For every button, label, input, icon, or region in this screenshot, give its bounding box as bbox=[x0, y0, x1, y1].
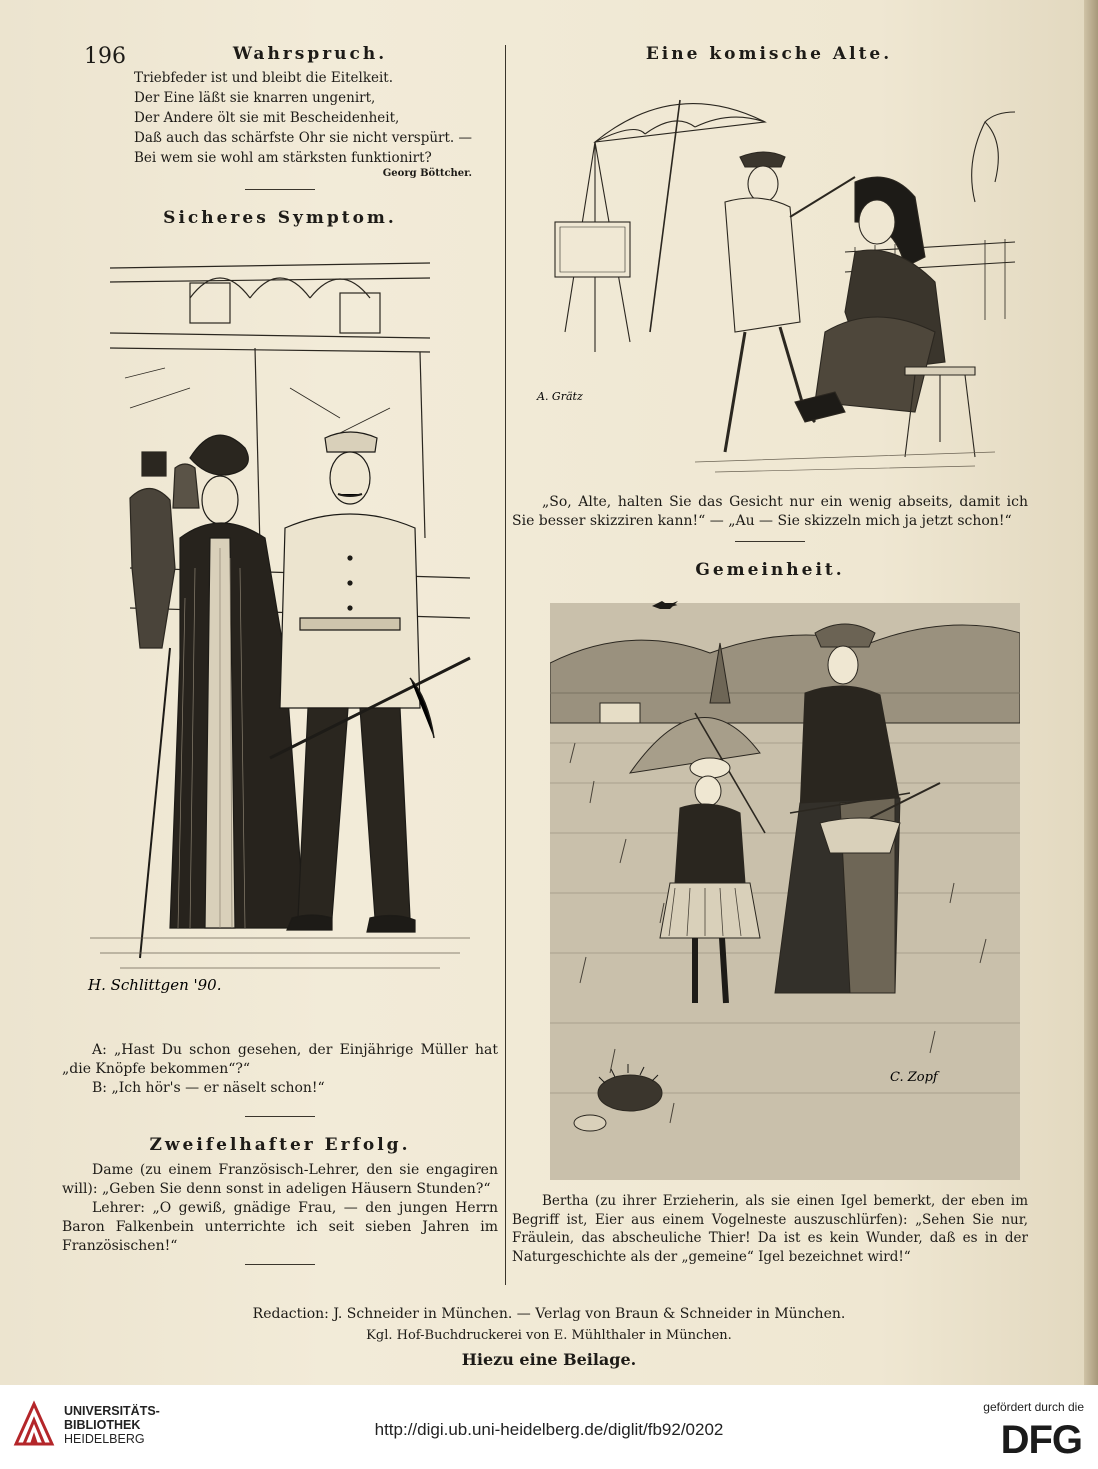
caption-a: A: „Hast Du schon gesehen, der Einjährige Müller hat „die Knöpfe bekommen“?“ bbox=[62, 1042, 498, 1077]
alte-caption: „So, Alte, halten Sie das Gesicht nur ein wenig abseits, damit ich Sie besser skizziren kann!“ — „Au — Sie skizzeln mich ja jetzt schon!“ bbox=[512, 494, 1028, 529]
illustration-painter-and-old-woman bbox=[515, 82, 1025, 482]
library-name-line: BIBLIOTHEK bbox=[64, 1418, 141, 1432]
poem-line: Daß auch das schärfste Ohr sie nicht verspürt. — bbox=[134, 130, 473, 146]
signature-zopf: C. Zopf bbox=[890, 1070, 938, 1085]
illustration-governess-girl-hedgehog bbox=[550, 603, 1020, 1180]
separator bbox=[735, 541, 805, 542]
signature-schlittgen: H. Schlittgen '90. bbox=[88, 976, 222, 994]
bird-icon bbox=[650, 598, 680, 612]
funding-note: gefördert durch die bbox=[983, 1400, 1084, 1414]
footer-printer: Kgl. Hof-Buchdruckerei von E. Mühlthaler in München. bbox=[366, 1328, 732, 1343]
poem-line: Bei wem sie wohl am stärksten funktionirt? bbox=[134, 150, 432, 166]
left-column bbox=[60, 40, 500, 228]
alte-title: Eine komische Alte. bbox=[645, 44, 893, 64]
poem-line: Der Eine läßt sie knarren ungenirt, bbox=[134, 90, 376, 106]
caption-b: B: „Ich hör's — er näselt schon!“ bbox=[92, 1080, 325, 1096]
library-name-line: UNIVERSITÄTS- bbox=[64, 1404, 160, 1418]
wahrspruch-poem bbox=[60, 68, 500, 168]
symptom-title: Sicheres Symptom. bbox=[163, 208, 397, 228]
separator bbox=[245, 1116, 315, 1117]
footer-redaction: Redaction: J. Schneider in München. — Verlag von Braun & Schneider in München. bbox=[252, 1306, 846, 1322]
symptom-caption bbox=[62, 1041, 498, 1265]
erfolg-paragraph-2: Lehrer: „O gewiß, gnädige Frau, — den jungen Herrn Baron Falkenbein unterrichte ich seit sieben Jahren im Französischen!“ bbox=[62, 1200, 498, 1254]
illustration-soldier-and-lady bbox=[70, 238, 495, 1028]
separator bbox=[245, 189, 315, 190]
dfg-logo: DFG bbox=[1000, 1418, 1082, 1462]
page-number: 196 bbox=[84, 44, 126, 69]
poem-line: Triebfeder ist und bleibt die Eitelkeit. bbox=[134, 70, 394, 86]
gemeinheit-title: Gemeinheit. bbox=[695, 560, 845, 580]
poem-line: Der Andere ölt sie mit Bescheidenheit, bbox=[134, 110, 400, 126]
separator bbox=[245, 1264, 315, 1265]
permalink-url[interactable]: http://digi.ub.uni-heidelberg.de/diglit/fb92/0202 bbox=[374, 1420, 724, 1439]
alte-caption-block bbox=[512, 493, 1028, 580]
footer-supplement: Hiezu eine Beilage. bbox=[461, 1350, 637, 1369]
column-divider bbox=[505, 45, 506, 1285]
erfolg-title: Zweifelhafter Erfolg. bbox=[149, 1135, 411, 1155]
wahrspruch-title: Wahrspruch. bbox=[232, 44, 388, 64]
page-edge bbox=[1084, 0, 1098, 1385]
library-name-line: HEIDELBERG bbox=[64, 1432, 145, 1446]
poem-author: Georg Böttcher. bbox=[382, 168, 472, 179]
signature-graetz: A. Grätz bbox=[537, 390, 583, 403]
gemeinheit-caption: Bertha (zu ihrer Erzieherin, als sie einen Igel bemerkt, der eben im Begriff ist, Eier aus einem Vogelneste auszuschlürfen): „Sehen Sie nur, Fräulein, das abscheuliche Thier! Da ist es kein Wunder, daß es in der Naturgeschichte als der „gemeine“ Igel bezeichnet wird!“ bbox=[512, 1193, 1028, 1265]
erfolg-paragraph-1: Dame (zu einem Französisch-Lehrer, den sie engagiren will): „Geben Sie denn sonst in adeligen Häusern Stunden?“ bbox=[62, 1162, 498, 1197]
gemeinheit-caption-block bbox=[512, 1192, 1028, 1266]
